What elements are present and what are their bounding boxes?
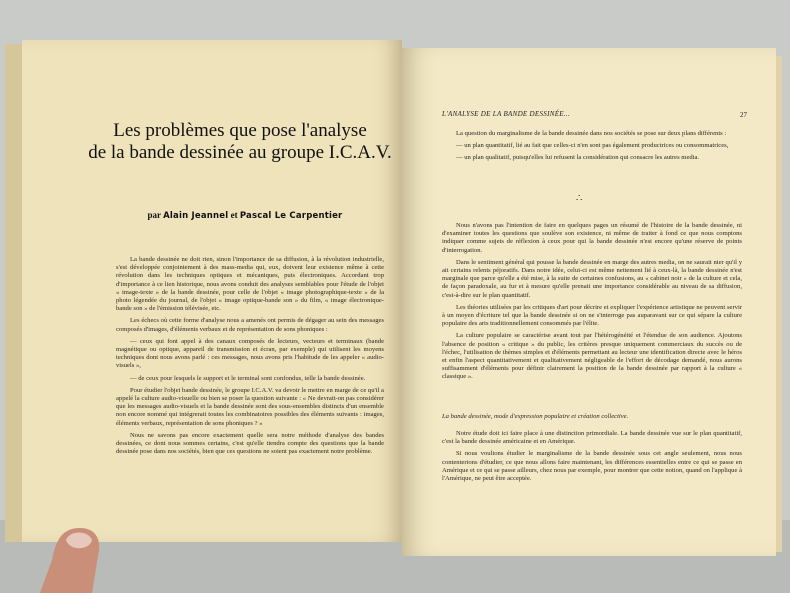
byline-join: et bbox=[230, 210, 238, 220]
running-header: L'ANALYSE DE LA BANDE DESSINÉE... bbox=[442, 110, 570, 118]
paragraph: — ceux qui font appel à des canaux composés de lecteurs, vecteurs et terminaux (bande magnétique ou optique, appareil de transmission et écran, par exemple) qui utilisent les moyens techniques dont nous avons parlé : ces messages, nous avons pris l'habitude de les appeler « audio-visuels », bbox=[116, 337, 384, 370]
paragraph: Si nous voulions étudier le marginalisme de la bande dessinée sous cet angle seulement, nous nous contenterions d'étudier, ce que nous allons faire maintenant, les différences essentielles entre ce qui se passe en Amérique et ce qui se passe ailleurs, chez nous par exemple, pour montrer que cette notion, quand on l'applique à l'Amérique, ne peut être acceptée. bbox=[442, 450, 742, 483]
paragraph: Les théories utilisées par les critiques d'art pour décrire et expliquer l'expérience artistique ne peuvent servir à un moyen d'écriture tel que la bande dessinée si on ne s'interroge pas auparavant sur ce qui sépare la culture populaire des arts traditionnellement consommés par l'élite. bbox=[442, 303, 742, 328]
paragraph: — un plan quantitatif, lié au fait que celles-ci n'en sont pas également productrices ou consommatrices, bbox=[456, 142, 729, 150]
paragraph: Nous ne savons pas encore exactement quelle sera notre méthode d'analyse des bandes dessinées, ce dont nous sommes certains, c'est qu'elle tiendra compte des questions que la bande dessinée pose dans nos sociétés, bien que ces questions ne soient pas exactement notre problème. bbox=[116, 431, 384, 456]
paragraph: La bande dessinée ne doit rien, sinon l'importance de sa diffusion, à la révolution industrielle, s'est développée conjointement à des mass-media qui, eux, doivent leur existence même à cette révolution dans les techniques optiques et mécaniques, puis électroniques. Accordant trop d'importance à ce lien historique, nous avons conduit des analyses semblables pour l'étude de l'objet « image-texte » de la bande dessinée, pour celle de l'objet « image photographique-texte » de la photo légendée du journal, de l'objet « image optique-bande son » du film, « image électronique-bande son » de l'émission télévisée, etc. bbox=[116, 256, 384, 313]
byline-prefix: par bbox=[147, 210, 161, 220]
paragraph: Les échecs où cette forme d'analyse nous a amenés ont permis de dégager au sein des messages composés d'images, d'éléments verbaux et de représentation de sons phoniques : bbox=[116, 317, 384, 333]
section-heading: La bande dessinée, mode d'expression populaire et création collective. bbox=[442, 413, 629, 420]
paragraph: Pour étudier l'objet bande dessinée, le groupe I.C.A.V. va devoir le mettre en marge de ce qu'il a appelé la culture audio-visuelle ou bien se poser la question suivante : « Ne devrait-on pas considérer que les messages audio-visuels et la bande dessinée sont des sous-ensembles distincts d'un ensemble non encore nommé qui intégrerait toutes les combinatoires possibles des éléments suivants : images, éléments verbaux, représentation de sons phoniques ? » bbox=[116, 386, 384, 427]
paragraph: La culture populaire se caractérise avant tout par l'hétérogénéité et l'étendue de son audience. Ajoutons l'absence de position « critique » du public, les critères presque uniquement commerciaux du succès ou de l'échec, l'utilisation de thèmes simples et d'éléments permettant au lecteur une identification directe avec le héros et enfin l'aspect quantitativement et qualitativement négligeable de l'effort de décodage demandé, nous aurons suffisamment d'éléments pour définir clairement la position de la bande dessinée par rapport à la culture « classique ». bbox=[442, 332, 742, 381]
paragraph: La question du marginalisme de la bande dessinée dans nos sociétés se pose sur deux plans différents : bbox=[456, 130, 727, 137]
paragraph: — un plan qualitatif, puisqu'elles lui refusent la considération qui consacre les autres media. bbox=[456, 154, 700, 162]
paragraph: Dans le sentiment général qui pousse la bande dessinée en marge des autres media, on ne saurait nier qu'il y ait certains relents péjoratifs. Dans notre idée, celui-ci est même nettement lié à ceux-là, la bande dessinée n'est marginale que parce qu'elle a été mise, à la suite de certaines confusions, au « cabinet noir » de la culture et cela, de façon paradoxale, au fur et à mesure qu'elle prenait une importance considérable au niveau de sa diffusion, c'est-à-dire sur le plan quantitatif. bbox=[442, 258, 742, 299]
title-line-2: de la bande dessinée au groupe I.C.A.V. bbox=[88, 142, 392, 163]
section-separator: ∴ bbox=[576, 193, 583, 204]
page-number: 27 bbox=[740, 111, 747, 119]
author-2: Pascal Le Carpentier bbox=[239, 211, 343, 221]
title-line-1: Les problèmes que pose l'analyse bbox=[113, 120, 367, 141]
paragraph: Nous n'avons pas l'intention de faire en quelques pages un résumé de l'histoire de la bande dessinée, ni d'examiner toutes les questions que soulève son existence, ni même de traiter à fond ce que nous comptons indiquer comme sujets de réflexion à ceux pour qui la bande dessinée n'est encore qu'une réserve de points d'interrogation. bbox=[442, 222, 742, 254]
paragraph: Notre étude doit ici faire place à une distinction primordiale. La bande dessinée vue sur le plan quantitatif, c'est la bande dessinée américaine et en Amérique. bbox=[442, 430, 742, 446]
paragraph: — de ceux pour lesquels le support et le terminal sont confondus, telle la bande dessinée. bbox=[130, 374, 366, 382]
author-1: Alain Jeannel bbox=[163, 211, 229, 221]
